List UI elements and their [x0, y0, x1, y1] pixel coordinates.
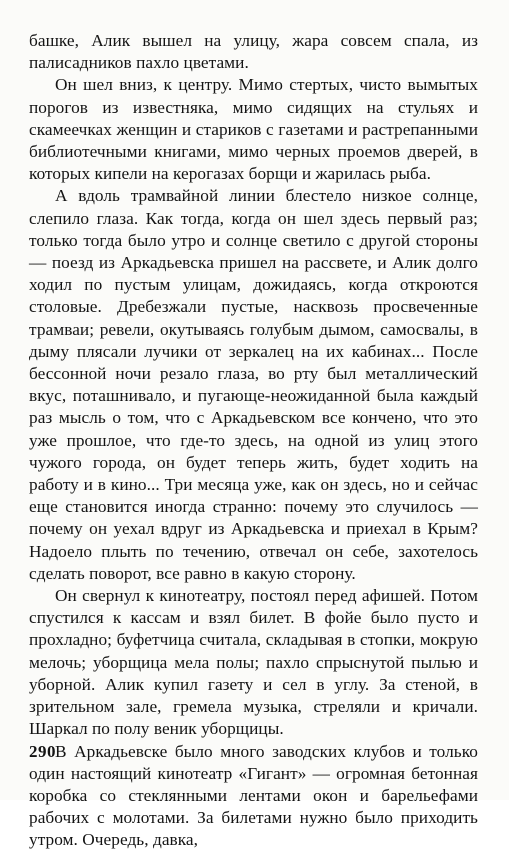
page-text — [29, 30, 478, 852]
paragraph-3: А вдоль трамвайной линии блестело низкое солнце, слепило глаза. Как тогда, когда он шел здесь первый раз; только тогда было утро и солнце светило с другой стороны — поезд из Аркадьевска пришел на рассвете, и Алик долго ходил по пустым улицам, дожидаясь, когда откроются столовые. Дребезжали пустые, насквозь просвеченные трамваи; ревели, окутываясь голубым дымом, самосвалы, в дыму плясали лучики от зеркалец на их кабинах... После бессонной ночи резало глаза, во рту был металлический вкус, поташнивало, и пугающе-неожиданной была каждый раз мысль о том, что с Аркадьевском все кончено, что это уже прошлое, что где-то здесь, на одной из улиц этого чужого города, он будет теперь жить, будет ходить на работу и в кино... Три месяца уже, как он здесь, но и сейчас еще становится иногда странно: почему это случилось — почему он уехал вдруг из Аркадьевска и приехал в Крым? Надоело плыть по течению, отвечал он себе, захотелось сделать поворот, все равно в какую сторону. — [29, 186, 478, 583]
paragraph-5: В Аркадьевске было много заводских клубов и только один настоящий кинотеатр «Гигант» — огромная бетонная коробка со стеклянными лентами окон и барельефами рабочих с молотами. За билетами нужно было приходить утром. Очередь, давка, — [29, 741, 478, 850]
paragraph-2: Он шел вниз, к центру. Мимо стертых, чисто вымытых порогов из известняка, мимо сидящих на стульях и скамеечках женщин и стариков с газетами и растрепанными библиотечными книгами, мимо черных проемов дверей, в которых кипели на керогазах борщи и жарилась рыба. — [29, 75, 478, 184]
page-number: 290 — [29, 742, 56, 761]
paragraph-4: Он свернул к кинотеатру, постоял перед афишей. Потом спустился к кассам и взял билет. В фойе было пусто и прохладно; буфетчица считала, складывая в стопки, мокрую мелочь; уборщица мела полы; пахло спрыснутой пылью и уборной. Алик купил газету и сел в углу. За стеной, в зрительном зале, гремела музыка, стреляли и кричали. Шаркал по полу веник уборщицы. — [29, 586, 478, 739]
paragraph-1: башке, Алик вышел на улицу, жара совсем спала, из палисадников пахло цветами. — [29, 31, 478, 73]
